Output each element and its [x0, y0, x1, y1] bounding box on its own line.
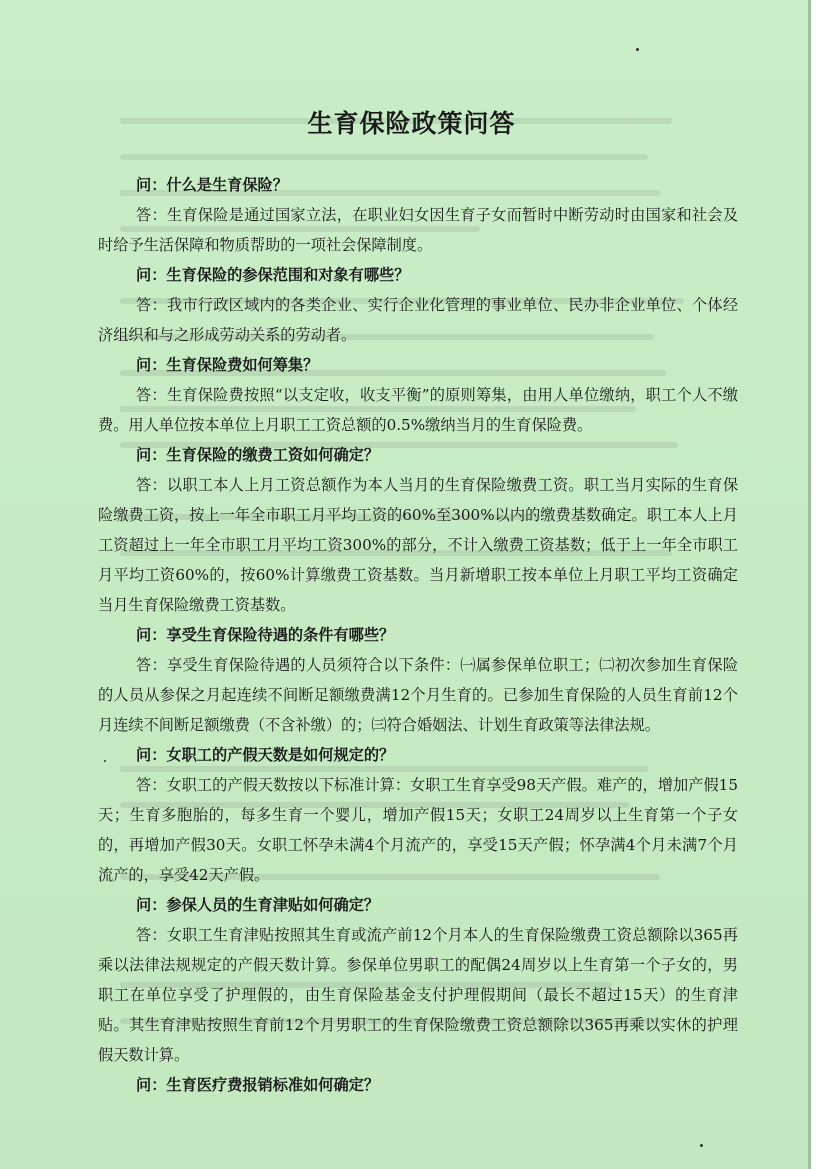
- scan-speck: [636, 48, 639, 51]
- answer-2: 答：我市行政区域内的各类企业、实行企业化管理的事业单位、民办非企业单位、个体经济组织和与之形成劳动关系的劳动者。: [98, 296, 738, 344]
- question-7: 问：参保人员的生育津贴如何确定？: [136, 896, 379, 914]
- answer-5: 答：享受生育保险待遇的人员须符合以下条件：㈠属参保单位职工；㈡初次参加生育保险的人员从参保之月起连续不间断足额缴费满12个月生育的。已参加生育保险的人员生育前12个月连续不间断足额缴费（不含补缴）的；㈢符合婚姻法、计划生育政策等法律法规。: [98, 656, 738, 734]
- question-2: 问：生育保险的参保范围和对象有哪些？: [136, 266, 410, 284]
- question-1: 问：什么是生育保险？: [136, 176, 288, 194]
- scan-speck: [700, 1144, 703, 1147]
- question-5: 问：享受生育保险待遇的条件有哪些？: [136, 626, 395, 644]
- page-title: 生育保险政策问答: [307, 109, 516, 138]
- page-edge: [811, 0, 823, 1169]
- question-4: 问：生育保险的缴费工资如何确定？: [136, 446, 379, 464]
- answer-7: 答：女职工生育津贴按照其生育或流产前12个月本人的生育保险缴费工资总额除以365再乘以法律法规规定的产假天数计算。参保单位男职工的配偶24周岁以上生育第一个子女的，男职工在单位享受了护理假的，由生育保险基金支付护理假期间（最长不超过15天）的生育津贴。其生育津贴按照生育前12个月男职工的生育保险缴费工资总额除以365再乘以实休的护理假天数计算。: [98, 926, 738, 1064]
- answer-1: 答：生育保险是通过国家立法，在职业妇女因生育子女而暂时中断劳动时由国家和社会及时给予生活保障和物质帮助的一项社会保障制度。: [98, 206, 738, 254]
- qa-content: [98, 170, 738, 1100]
- answer-3: 答：生育保险费按照“以支定收，收支平衡”的原则筹集，由用人单位缴纳，职工个人不缴费。用人单位按本单位上月职工工资总额的0.5%缴纳当月的生育保险费。: [98, 386, 738, 434]
- question-3: 问：生育保险费如何筹集？: [136, 356, 319, 374]
- question-8: 问：生育医疗费报销标准如何确定？: [136, 1076, 379, 1094]
- answer-6: 答：女职工的产假天数按以下标准计算：女职工生育享受98天产假。难产的，增加产假15天；生育多胞胎的，每多生育一个婴儿，增加产假15天；女职工24周岁以上生育第一个子女的，再增加产假30天。女职工怀孕未满4个月流产的，享受15天产假；怀孕满4个月未满7个月流产的，享受42天产假。: [98, 776, 738, 884]
- answer-4: 答：以职工本人上月工资总额作为本人当月的生育保险缴费工资。职工当月实际的生育保险缴费工资，按上一年全市职工月平均工资的60%至300%以内的缴费基数确定。职工本人上月工资超过上一年全市职工月平均工资300%的部分，不计入缴费工资基数；低于上一年全市职工月平均工资60%的，按60%计算缴费工资基数。当月新增职工按本单位上月职工平均工资确定当月生育保险缴费工资基数。: [98, 476, 738, 614]
- question-6: 问：女职工的产假天数是如何规定的？: [136, 746, 395, 764]
